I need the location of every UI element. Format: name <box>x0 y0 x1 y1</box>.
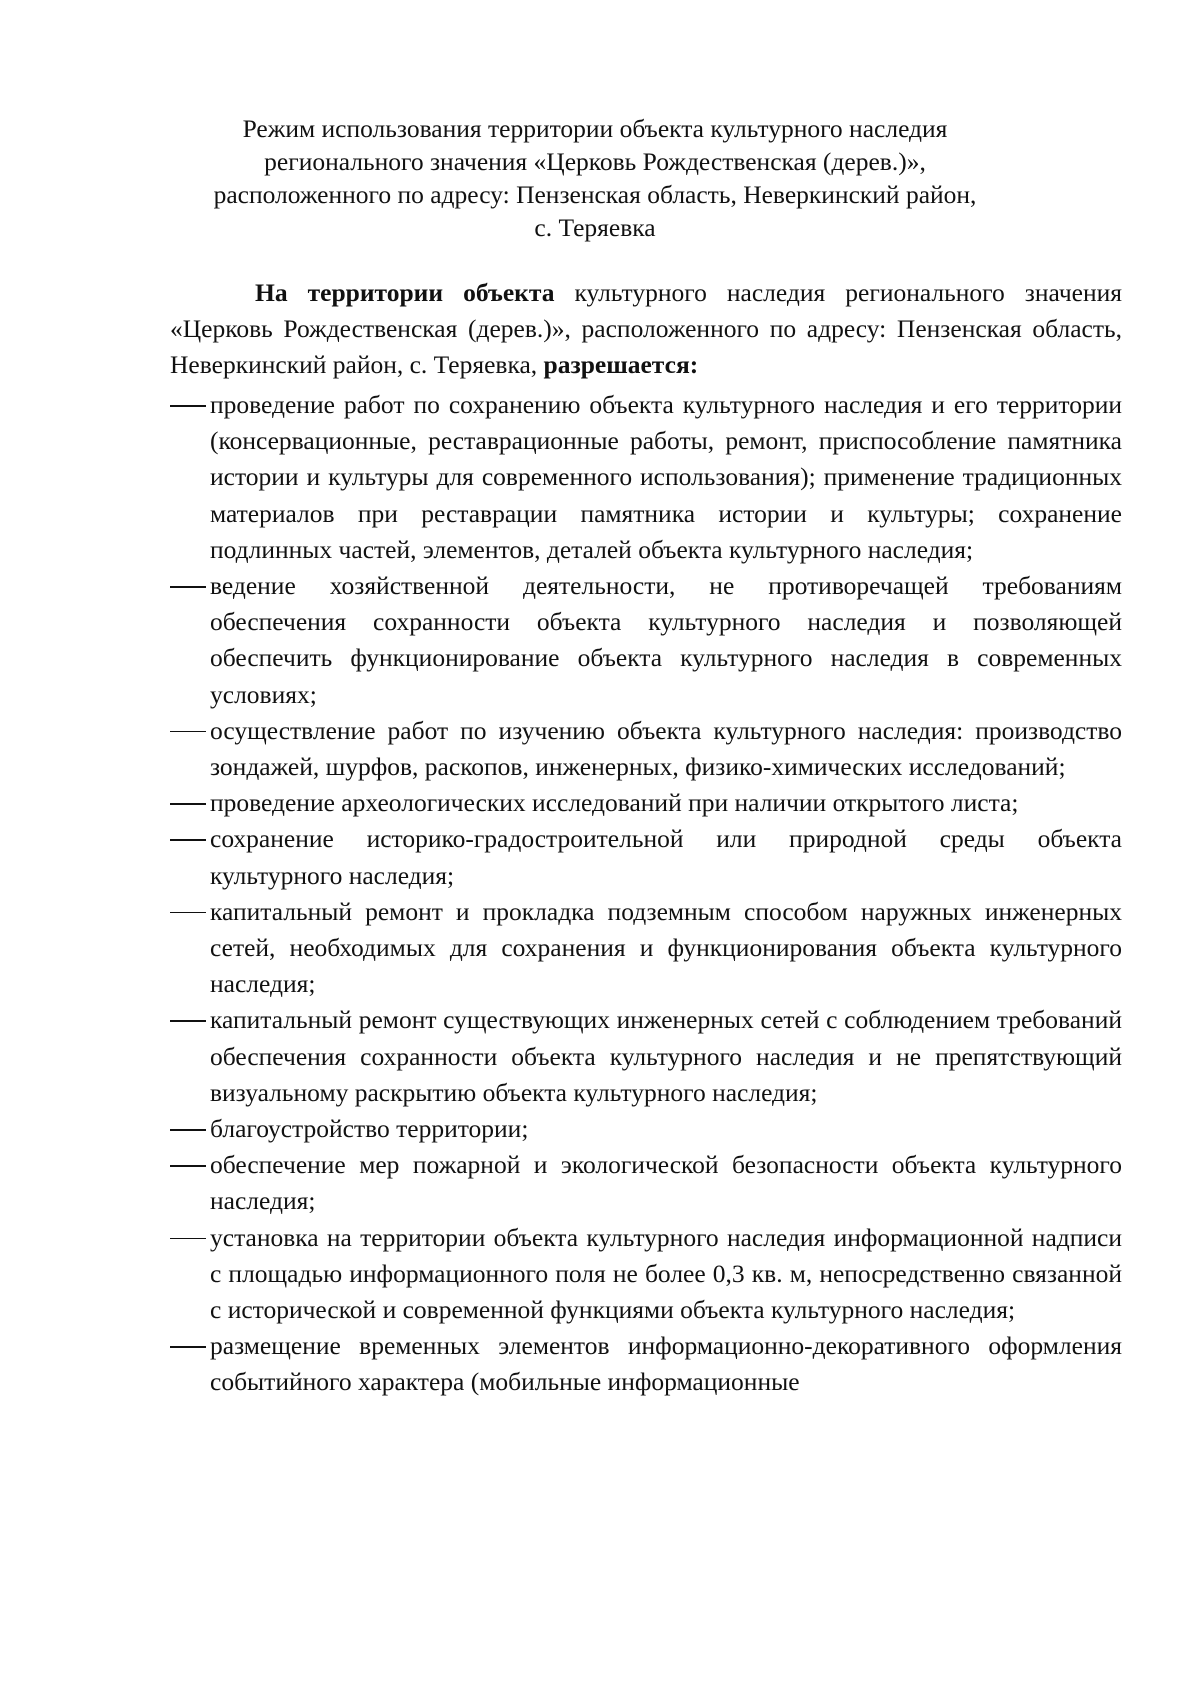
list-item <box>170 387 1122 568</box>
intro-paragraph <box>170 275 1122 384</box>
list-item-text: сохранение историко-градостроительной или природной среды объекта культурного наследия; <box>210 824 1122 890</box>
list-item-text: проведение работ по сохранению объекта культурного наследия и его территории (консервационные, реставрационные работы, ремонт, приспособление памятника истории и культуры для современного использования); применение традиционных материалов при реставрации памятника истории и культуры; сохранение подлинных частей, элементов, деталей объекта культурного наследия; <box>210 390 1122 564</box>
intro-bold-end: разрешается: <box>543 350 699 380</box>
list-item <box>170 785 1122 821</box>
list-item <box>170 1147 1122 1219</box>
list-item-text: размещение временных элементов информационно-декоративного оформления событийного характера (мобильные информационные <box>210 1331 1122 1397</box>
list-item-text: обеспечение мер пожарной и экологической безопасности объекта культурного наследия; <box>210 1150 1122 1216</box>
list-item-text: благоустройство территории; <box>210 1114 529 1144</box>
list-item <box>170 568 1122 713</box>
intro-text: культурного наследия регионального значения «Церковь Рождественская (дерев.)», расположенного по адресу: Пензенская область, Неверкинский район, с. Теряевка, <box>170 278 1122 380</box>
intro-bold-start: На территории объекта <box>255 278 555 307</box>
list-item <box>170 1111 1122 1147</box>
list-item <box>170 1002 1122 1111</box>
list-item-text: осуществление работ по изучению объекта культурного наследия: производство зондажей, шурфов, раскопов, инженерных, физико-химических исследований; <box>210 715 1122 782</box>
title-line: Режим использования территории объекта культурного наследия <box>242 114 948 143</box>
list-item <box>170 1328 1122 1400</box>
list-item <box>170 1220 1122 1329</box>
list-item-text: капитальный ремонт существующих инженерных сетей с соблюдением требований обеспечения сохранности объекта культурного наследия и не препятствующий визуальному раскрытию объекта культурного наследия; <box>210 1005 1122 1107</box>
list-item-text: проведение археологических исследований при наличии открытого листа; <box>210 788 1019 818</box>
title-line: расположенного по адресу: Пензенская область, Неверкинский район, <box>213 180 977 209</box>
list-item <box>170 821 1122 893</box>
permitted-activities-list <box>170 387 1122 1401</box>
list-item-text: установка на территории объекта культурного наследия информационной надписи с площадью информационного поля не более 0,3 кв. м, непосредственно связанной с исторической и современной функциями объекта культурного наследия; <box>210 1222 1122 1325</box>
document-title <box>160 112 1030 244</box>
list-item <box>170 894 1122 1003</box>
list-item <box>170 713 1122 785</box>
title-line: с. Теряевка <box>534 213 656 242</box>
list-item-text: капитальный ремонт и прокладка подземным способом наружных инженерных сетей, необходимых для сохранения и функционирования объекта культурного наследия; <box>210 896 1122 999</box>
list-item-text: ведение хозяйственной деятельности, не противоречащей требованиям обеспечения сохранности объекта культурного наследия и позволяющей обеспечить функционирование объекта культурного наследия в современных условиях; <box>210 571 1122 709</box>
title-line: регионального значения «Церковь Рождественская (дерев.)», <box>264 147 926 176</box>
